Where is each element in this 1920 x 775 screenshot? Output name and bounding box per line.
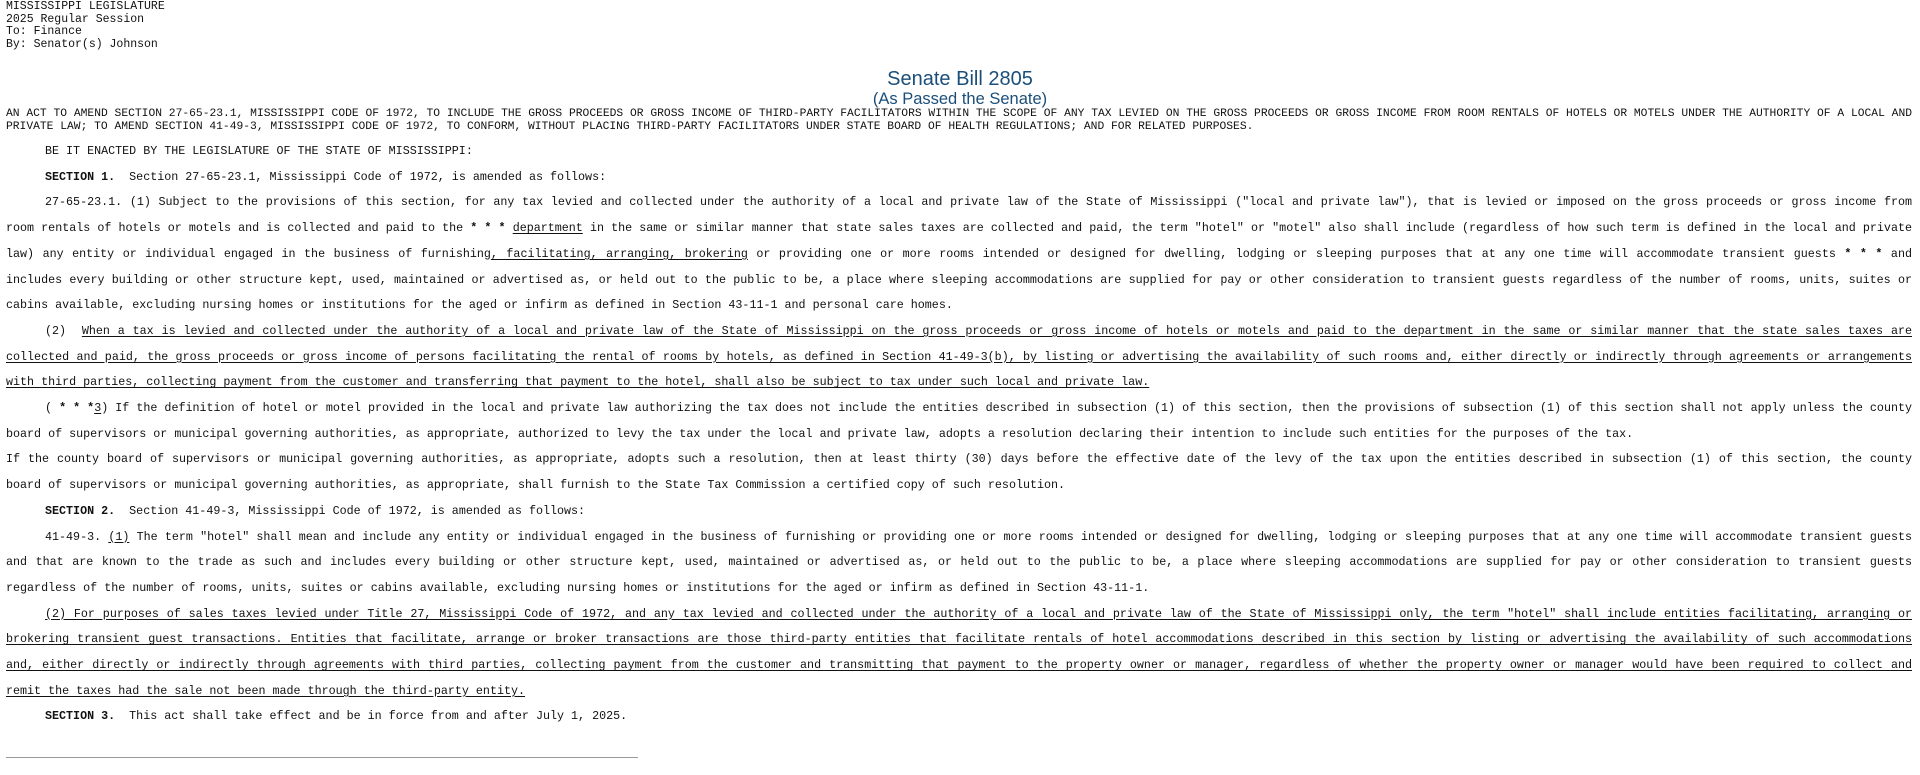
title-block — [0, 68, 1920, 108]
s1-text-c: or providing one or more rooms intended or designed for dwelling, lodging or sleeping purposes that at any one time will accommodate transient guests — [747, 246, 1845, 261]
deletion-marker: * * * — [1844, 246, 1883, 261]
s2-number: (2) — [45, 323, 67, 338]
section-2-subsection-2 — [6, 602, 1912, 705]
section-2-intro: Section 41-49-3, Mississippi Code of 1972, is amended as follows: — [129, 503, 586, 518]
section-1-subsection-1 — [6, 190, 1912, 319]
deletion-marker: * * * — [59, 401, 95, 416]
section-1-subsection-3-continued: If the county board of supervisors or municipal governing authorities, as appropriate, adopts such a resolution, then at least thirty (30) days before the effective date of the levy of the tax upon the entities described in subsection (1) of this section, the county board of supervisors or municipal governing authorities, as appropriate, shall furnish to the State Tax Commission a certified copy of such resolution. — [6, 452, 1912, 493]
s1-text-d: and includes every building or other structure kept, used, maintained or advertised as, or held out to the public to be, a place where sleeping accommodations are supplied for pay or other consideration to transient guests regardless of the number of rooms, units, suites or cabins available, excluding nursing homes or institutions for the aged or infirm as defined in Section 43-11-1 and personal care homes. — [6, 246, 1912, 313]
committee-line: To: Finance — [6, 25, 82, 39]
section-1-intro: Section 27-65-23.1, Mississippi Code of 1972, is amended as follows: — [129, 169, 607, 184]
document-header — [6, 1, 165, 51]
section-3 — [6, 704, 1912, 730]
s41-num-1: (1) — [108, 529, 130, 544]
s3-open-paren: ( — [45, 401, 53, 416]
s3-number: 3 — [94, 401, 102, 416]
s41-p1: The term "hotel" shall mean and include any entity or individual engaged in the business of furnishing or providing one or more rooms intended or designed for dwelling, lodging or sleeping purposes that at any one time will accommodate transient guests and that are known to the trade as such and includes every building or other structure kept, used, maintained or advertised as, or held out to the public to be, a place where sleeping accommodations are supplied for pay or other consideration to transient guests regardless of the number of rooms, units, suites or cabins available, excluding nursing homes or institutions for the aged or infirm as defined in Section 43-11-1. — [6, 529, 1913, 595]
section-1-subsection-3 — [6, 396, 1912, 447]
section-2-subsection-1 — [6, 525, 1912, 602]
session-name: 2025 Regular Session — [6, 12, 145, 26]
inserted-facilitating: , facilitating, arranging, brokering — [490, 246, 748, 261]
s3-text: ) If the definition of hotel or motel provided in the local and private law authorizing the tax does not include the entities described in subsection (1) of this section, then the provisions of subsection (1) of this section shall not apply unless the county board of supervisors or municipal governing authorities, as appropriate, authorized to levy the tax under the local and private law, adopts a resolution declaring their intention to include such entities for the purposes of the tax. — [6, 401, 1912, 441]
bill-status: (As Passed the Senate) — [872, 90, 1048, 108]
sponsor-line: By: Senator(s) Johnson — [6, 37, 158, 51]
s41-lead: 41-49-3. — [45, 529, 109, 544]
s41-p2-inserted: (2) For purposes of sales taxes levied under Title 27, Mississippi Code of 1972, and any tax levied and collected under the authority of a local and private law of the State of Mississippi only, the term "hotel" shall include entities facilitating, arranging or brokering transient guest transactions. Entities that facilitate, arrange or broker transactions are those third-party entities that facilitate rentals of hotel accommodations described in this section by listing or advertising the availability of such accommodations and, either directly or indirectly through agreements with third parties, collecting payment from the customer and transmitting that payment to the property owner or manager, regardless of whether the property owner or manager would have been required to collect and remit the taxes had the sale not been made through the third-party entity. — [6, 606, 1912, 698]
s1-text-a: 27-65-23.1. (1) Subject to the provisions of this section, for any tax levied and collected under the authority of a local and private law of the State of Mississippi ("local and private law"), that is levied or imposed on the gross proceeds or gross income from room rentals of hotels or motels and is collected and paid to the — [6, 195, 1912, 236]
section-1-label: SECTION 1. — [45, 169, 116, 184]
enacting-clause: BE IT ENACTED BY THE LEGISLATURE OF THE STATE OF MISSISSIPPI: — [45, 144, 473, 158]
bill-title: Senate Bill 2805 — [887, 68, 1033, 90]
act-title: AN ACT TO AMEND SECTION 27-65-23.1, MISSISSIPPI CODE OF 1972, TO INCLUDE THE GROSS PROCEEDS OR GROSS INCOME OF THIRD-PARTY FACILITATORS WITHIN THE SCOPE OF ANY TAX LEVIED ON THE GROSS PROCEEDS OR GROSS INCOME FROM ROOM RENTALS OF HOTELS OR MOTELS UNDER THE AUTHORITY OF A LOCAL AND PRIVATE LAW; TO AMEND SECTION 41-49-3, MISSISSIPPI CODE OF 1972, TO CONFORM, WITHOUT PLACING THIRD-PARTY FACILITATORS UNDER STATE BOARD OF HEALTH REGULATIONS; AND FOR RELATED PURPOSES. — [6, 108, 1912, 133]
legislature-name: MISSISSIPPI LEGISLATURE — [6, 0, 165, 13]
deletion-marker: * * * — [470, 221, 506, 236]
s2-inserted-text: When a tax is levied and collected under the authority of a local and private law of the State of Mississippi on the gross proceeds or gross income of hotels or motels and paid to the department in the same or similar manner that the state sales taxes are collected and paid, the gross proceeds or gross income of persons facilitating the rental of rooms by hotels, as defined in Section 41-49-3(b), by listing or advertising the availability of such rooms and, either directly or indirectly through agreements or arrangements with third parties, collecting payment from the customer and transferring that payment to the hotel, shall also be subject to tax under such local and private law. — [6, 323, 1912, 390]
section-1-subsection-2 — [6, 319, 1912, 396]
footer-divider — [6, 757, 638, 758]
section-2-label: SECTION 2. — [45, 503, 116, 518]
section-1-heading — [6, 165, 1912, 191]
section-2-heading — [6, 499, 1912, 525]
inserted-department: department — [512, 221, 583, 236]
s1-text-b: in the same or similar manner that state sales taxes are collected and paid, the term "hotel" or "motel" also shall include (regardless of how such term is defined in the local and private law) any entity or individual engaged in the business of furnishing — [6, 221, 1912, 261]
section-3-text: This act shall take effect and be in force from and after July 1, 2025. — [129, 709, 628, 724]
bill-body — [6, 139, 1912, 730]
section-3-label: SECTION 3. — [45, 709, 116, 724]
